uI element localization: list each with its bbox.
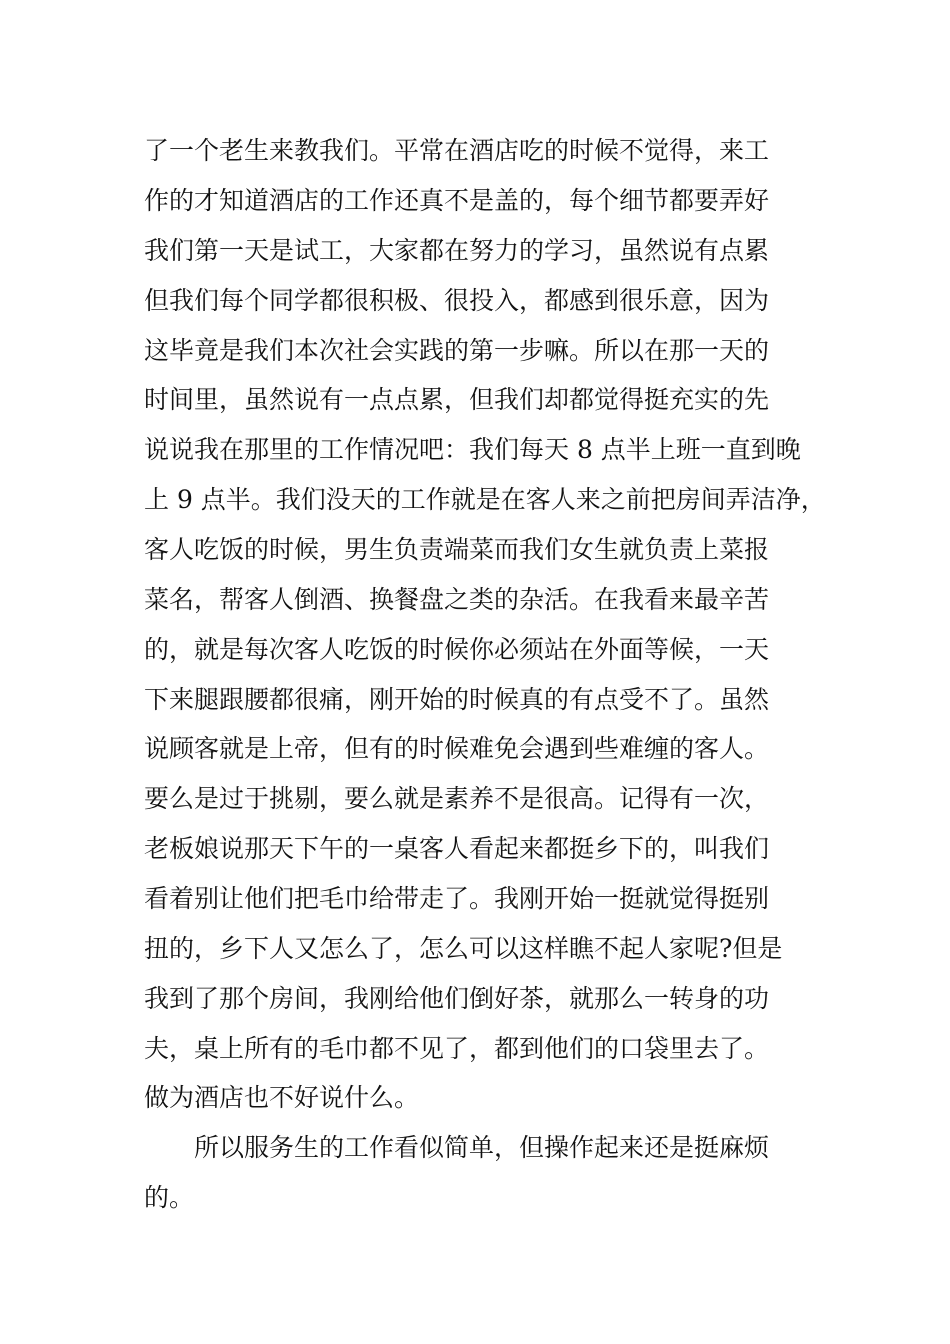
text-line: 了一个老生来教我们。平常在酒店吃的时候不觉得，来工 (144, 136, 770, 165)
text-line: 这毕竟是我们本次社会实践的第一步嘛。所以在那一天的 (144, 336, 770, 365)
paragraph-first-line: 所以服务生的工作看似简单，但操作起来还是挺麻烦 (194, 1133, 770, 1162)
text-line: 作的才知道酒店的工作还真不是盖的，每个细节都要弄好 (144, 186, 770, 215)
text-line: 做为酒店也不好说什么。 (144, 1083, 420, 1112)
text-line: 说说我在那里的工作情况吧：我们每天 8 点半上班一直到晚 (144, 435, 801, 464)
text-line: 我到了那个房间，我刚给他们倒好茶，就那么一转身的功 (144, 984, 770, 1013)
text-line: 下来腿跟腰都很痛，刚开始的时候真的有点受不了。虽然 (144, 685, 770, 714)
text-line: 我们第一天是试工，大家都在努力的学习，虽然说有点累 (144, 236, 770, 265)
text-line: 时间里，虽然说有一点点累，但我们却都觉得挺充实的先 (144, 385, 770, 414)
text-line: 菜名，帮客人倒酒、换餐盘之类的杂活。在我看来最辛苦 (144, 585, 770, 614)
text-line: 的。 (144, 1183, 195, 1212)
text-line: 扭的，乡下人又怎么了，怎么可以这样瞧不起人家呢?但是 (144, 934, 783, 963)
text-line: 但我们每个同学都很积极、很投入，都感到很乐意，因为 (144, 286, 770, 315)
text-line: 夫，桌上所有的毛巾都不见了，都到他们的口袋里去了。 (144, 1034, 770, 1063)
text-line: 客人吃饭的时候，男生负责端菜而我们女生就负责上菜报 (144, 535, 770, 564)
text-line: 上 9 点半。我们没天的工作就是在客人来之前把房间弄洁净， (144, 485, 826, 514)
text-line: 要么是过于挑剔，要么就是素养不是很高。记得有一次， (144, 784, 770, 813)
text-line: 看着别让他们把毛巾给带走了。我刚开始一挺就觉得挺别 (144, 884, 770, 913)
text-line: 说顾客就是上帝，但有的时候难免会遇到些难缠的客人。 (144, 734, 770, 763)
text-line: 老板娘说那天下午的一桌客人看起来都挺乡下的，叫我们 (144, 834, 770, 863)
text-line: 的，就是每次客人吃饭的时候你必须站在外面等候，一天 (144, 635, 770, 664)
